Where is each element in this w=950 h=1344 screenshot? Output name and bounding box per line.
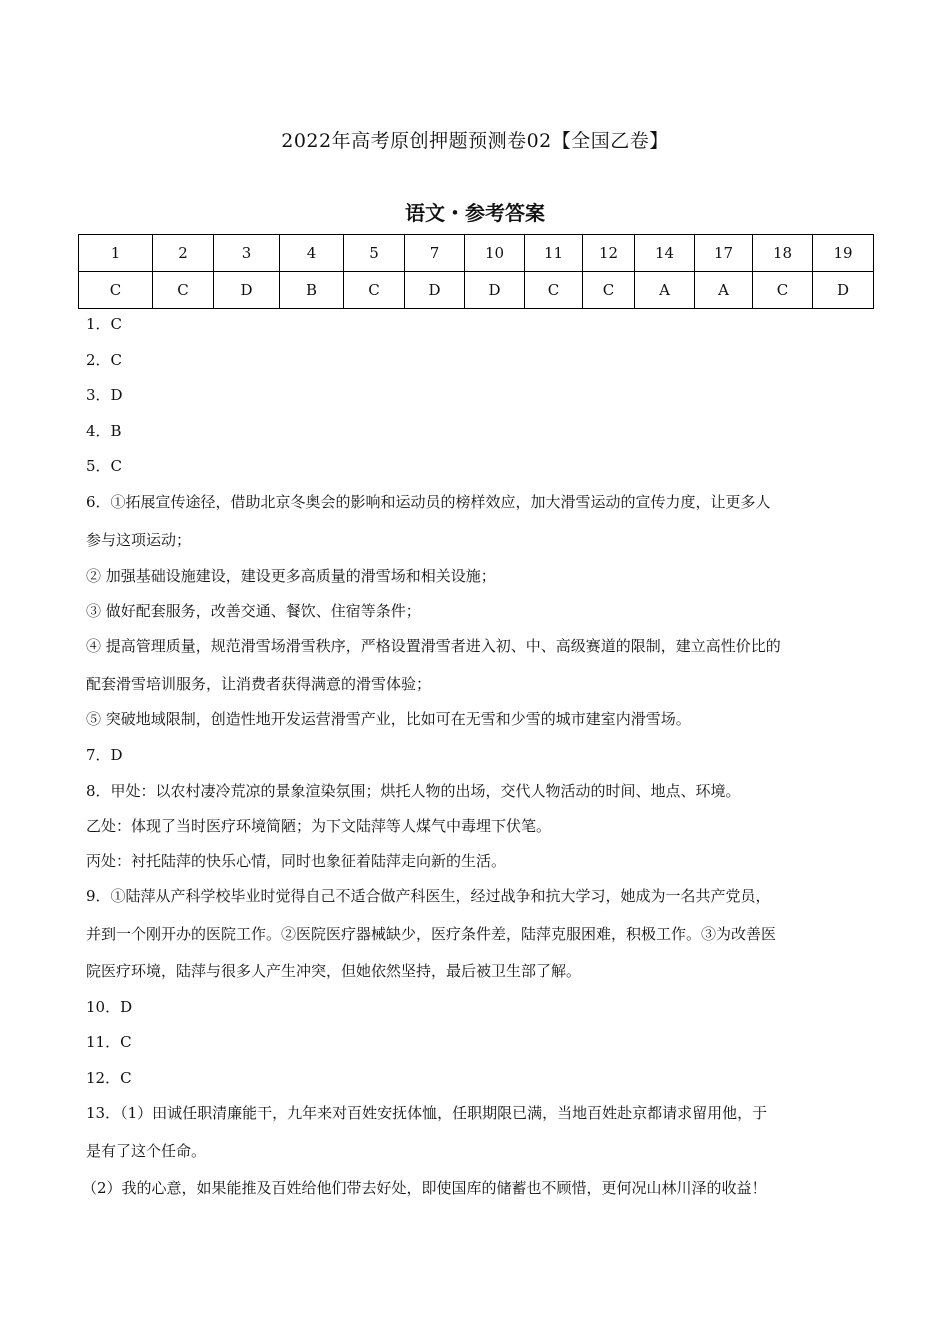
question-number-cell: 4 (280, 235, 344, 272)
question-number-cell: 12 (583, 235, 635, 272)
answer-cell: A (695, 272, 753, 309)
answer-line: 参与这项运动； (86, 531, 192, 549)
page-title: 2022年高考原创押题预测卷02【全国乙卷】 (281, 130, 669, 152)
answer-line: 8．甲处：以农村凄冷荒凉的景象渲染氛围；烘托人物的出场，交代人物活动的时间、地点、环境。 (86, 782, 741, 800)
question-number-cell: 1 (79, 235, 153, 272)
question-number-cell: 17 (695, 235, 753, 272)
answer-cell: C (79, 272, 153, 309)
answer-line: 9．①陆萍从产科学校毕业时觉得自己不适合做产科医生，经过战争和抗大学习，她成为一名共产党员， (86, 887, 771, 905)
answer-line: 3．D (86, 386, 123, 404)
answer-line: 12．C (86, 1069, 132, 1087)
question-number-cell: 10 (465, 235, 525, 272)
answer-cell: C (525, 272, 583, 309)
answer-line: 6．①拓展宣传途径，借助北京冬奥会的影响和运动员的榜样效应，加大滑雪运动的宣传力度，让更多人 (86, 493, 771, 511)
answer-cell: C (753, 272, 813, 309)
answer-line: 院医疗环境，陆萍与很多人产生冲突，但她依然坚持，最后被卫生部了解。 (86, 962, 582, 980)
answer-cell: C (583, 272, 635, 309)
answer-cell: B (280, 272, 344, 309)
question-number-cell: 11 (525, 235, 583, 272)
question-number-cell: 3 (214, 235, 280, 272)
answer-line: 2．C (86, 351, 123, 369)
answer-line: 乙处：体现了当时医疗环境简陋；为下文陆萍等人煤气中毒埋下伏笔。 (86, 817, 552, 835)
answer-cell: C (344, 272, 405, 309)
answer-line: 13．（1）田诚任职清廉能干，九年来对百姓安抚体恤，任职期限已满，当地百姓赴京都请求留用他，于 (86, 1104, 768, 1122)
answer-cell: A (635, 272, 695, 309)
answer-line: 并到一个刚开办的医院工作。②医院医疗器械缺少，医疗条件差，陆萍克服困难，积极工作。③为改善医 (86, 925, 777, 943)
answer-line: 11．C (86, 1033, 132, 1051)
answer-line: 4．B (86, 422, 122, 440)
answer-line: 10．D (86, 998, 133, 1016)
answer-line: ③ 做好配套服务，改善交通、餐饮、住宿等条件； (86, 602, 421, 620)
answer-cell: D (214, 272, 280, 309)
question-number-cell: 5 (344, 235, 405, 272)
answer-line: ④ 提高管理质量，规范滑雪场滑雪秩序，严格设置滑雪者进入初、中、高级赛道的限制，建立高性价比的 (86, 637, 781, 655)
question-number-cell: 2 (153, 235, 214, 272)
answer-table-answer-row (79, 272, 874, 309)
answer-line: 丙处：衬托陆萍的快乐心情，同时也象征着陆萍走向新的生活。 (86, 852, 507, 870)
answer-line: 5．C (86, 457, 123, 475)
answer-line: （2）我的心意，如果能推及百姓给他们带去好处，即使国库的储蓄也不顾惜，更何况山林川泽的收益！ (82, 1179, 767, 1197)
answer-line: 1．C (86, 315, 123, 333)
answer-cell: D (405, 272, 465, 309)
question-number-cell: 14 (635, 235, 695, 272)
answer-cell: D (813, 272, 874, 309)
question-number-cell: 19 (813, 235, 874, 272)
answer-cell: D (465, 272, 525, 309)
answer-line: 配套滑雪培训服务，让消费者获得满意的滑雪体验； (86, 675, 432, 693)
question-number-cell: 7 (405, 235, 465, 272)
answer-cell: C (153, 272, 214, 309)
answer-line: 7．D (86, 746, 123, 764)
answer-line: ② 加强基础设施建设，建设更多高质量的滑雪场和相关设施； (86, 567, 496, 585)
answer-line: ⑤ 突破地域限制，创造性地开发运营滑雪产业，比如可在无雪和少雪的城市建室内滑雪场。 (86, 710, 691, 728)
answer-table (78, 234, 874, 309)
answer-line: 是有了这个任命。 (86, 1142, 207, 1160)
answer-table-number-row (79, 235, 874, 272)
question-number-cell: 18 (753, 235, 813, 272)
page-subtitle: 语文・参考答案 (405, 201, 545, 225)
